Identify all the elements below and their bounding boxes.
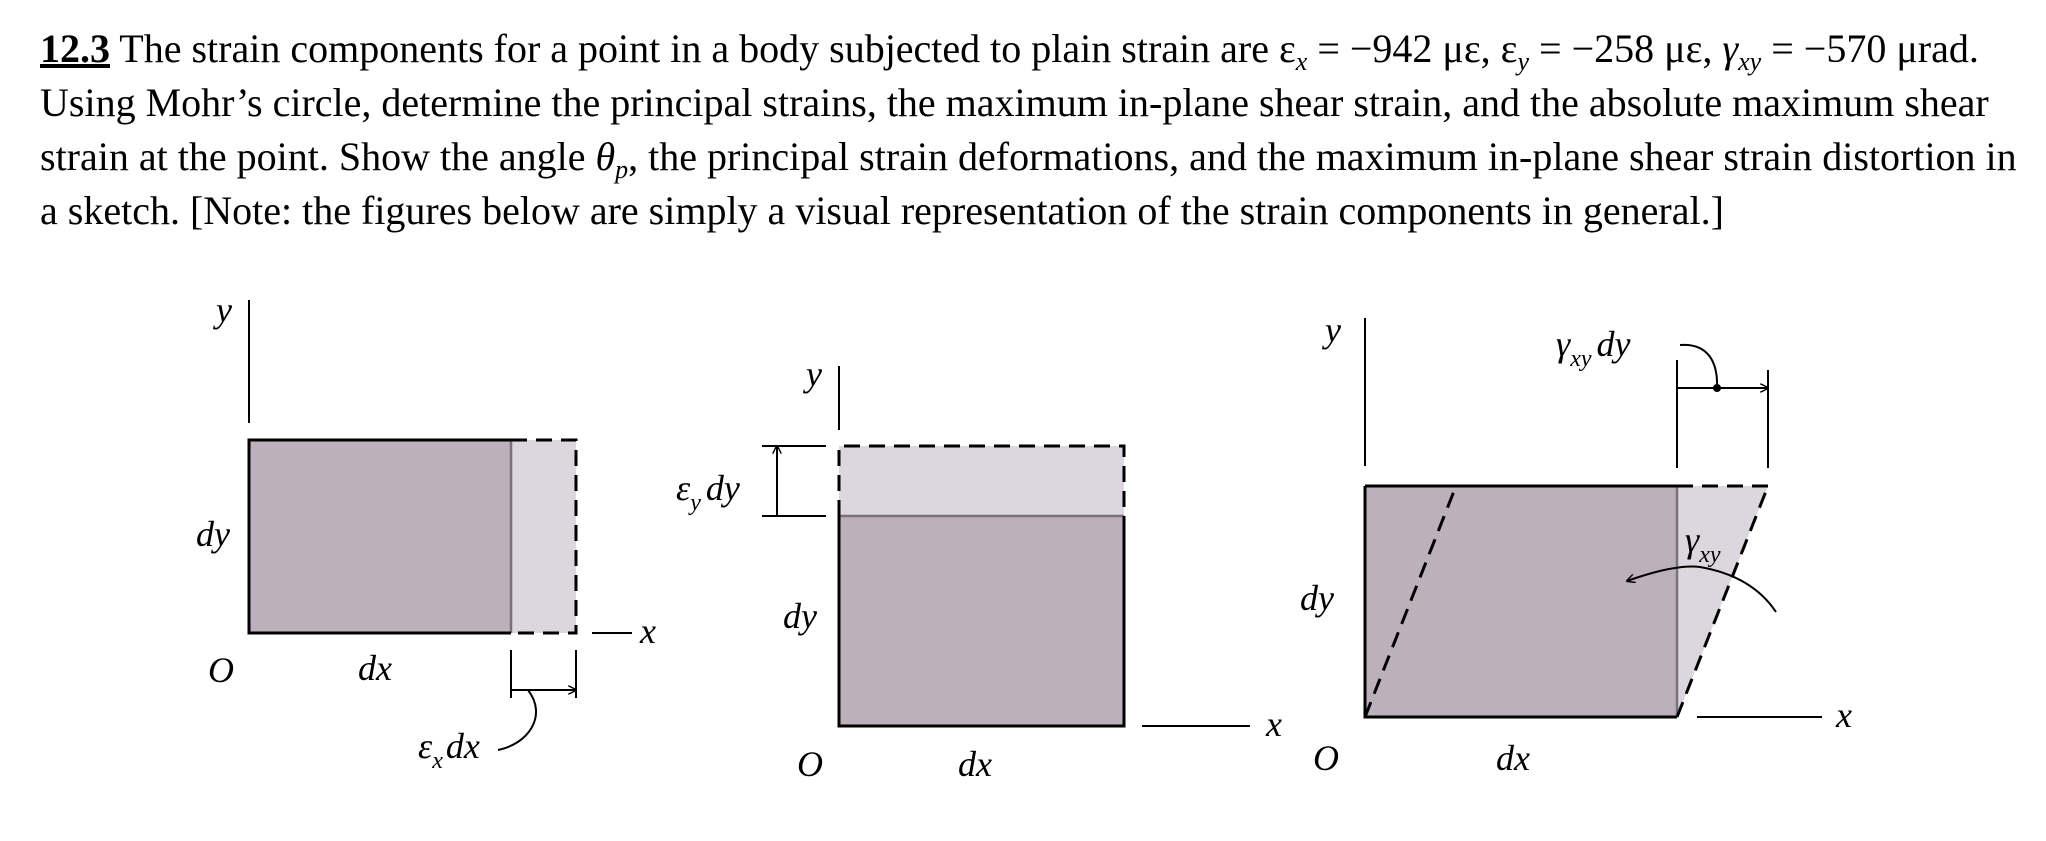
fig1-strain-subscript: x — [432, 748, 443, 774]
epsilon-y-symbol: ε — [1500, 26, 1518, 71]
problem-text-2: Using Mohr’s circle, determine the principal strains, the maximum in-plane shear strain, and the absolute maximum shear strain at the point. Show the angle — [40, 80, 1989, 179]
fig1-strain-dx: dx — [445, 726, 480, 766]
fig3-dx-label: dx — [1496, 738, 1530, 778]
fig3-shear-dy: dy — [1596, 324, 1631, 364]
fig2-y-label: y — [806, 354, 822, 394]
fig2-strain-label — [676, 468, 740, 516]
fig3-origin-label: O — [1313, 738, 1339, 778]
fig2-original-element — [839, 516, 1124, 726]
fig3-dy-label: dy — [1300, 578, 1334, 618]
fig1-strain-label — [418, 726, 480, 774]
fig3-shear-gamma: γ — [1556, 324, 1571, 364]
problem-number: 12.3 — [40, 26, 110, 71]
fig1-extension-region — [511, 440, 576, 633]
fig1-x-label: x — [640, 611, 656, 651]
epsilon-x-value: = −942 με, — [1307, 26, 1501, 71]
fig2-dy-label: dy — [783, 596, 817, 636]
gamma-xy-subscript: xy — [1738, 47, 1762, 76]
fig2-strain-dy: dy — [705, 468, 740, 508]
fig2-x-label: x — [1266, 704, 1282, 744]
fig3-angle-gamma: γ — [1685, 520, 1700, 560]
fig3-shear-subscript: xy — [1570, 346, 1592, 372]
problem-text-1: The strain components for a point in a body subjected to plain strain are — [110, 26, 1279, 71]
fig3-y-label: y — [1325, 310, 1341, 350]
epsilon-x-symbol: ε — [1278, 26, 1296, 71]
epsilon-y-subscript: y — [1517, 47, 1530, 76]
fig1-origin-label: O — [208, 650, 234, 690]
fig2-extension-region — [839, 446, 1124, 516]
fig2-strain-subscript: y — [690, 490, 701, 516]
gamma-xy-symbol: γ — [1722, 26, 1739, 71]
figure-normal-strain-x — [196, 290, 656, 774]
epsilon-x-subscript: x — [1295, 47, 1308, 76]
fig3-leader-dot — [1713, 384, 1721, 392]
fig3-leader-line — [1680, 345, 1717, 388]
figure-shear-strain — [1300, 310, 1852, 778]
fig1-dy-label: dy — [196, 514, 230, 554]
epsilon-y-value: = −258 με, — [1529, 26, 1713, 71]
fig2-strain-epsilon: ε — [676, 468, 691, 508]
fig3-original-element — [1365, 486, 1677, 717]
fig3-x-label: x — [1836, 695, 1852, 735]
figure-normal-strain-y — [676, 354, 1282, 784]
fig1-dx-label: dx — [358, 648, 392, 688]
fig1-leader-line — [498, 690, 536, 750]
problem-text-3: , the principal strain deformations, and the maximum in-plane shear strain distortion in a sketch. [Note: the figures below are simply a visual representation of the strain components in general.] — [40, 134, 2017, 233]
fig3-shear-label — [1556, 324, 1631, 372]
fig1-strain-epsilon: ε — [418, 726, 433, 766]
fig1-y-label: y — [216, 290, 232, 330]
gamma-xy-value: = −570 μrad. — [1761, 26, 1979, 71]
fig3-angle-subscript: xy — [1699, 542, 1721, 568]
theta-symbol: θ — [595, 134, 616, 179]
fig2-origin-label: O — [797, 744, 823, 784]
fig1-original-element — [249, 440, 511, 633]
theta-subscript: p — [615, 155, 629, 184]
fig2-dx-label: dx — [958, 744, 992, 784]
